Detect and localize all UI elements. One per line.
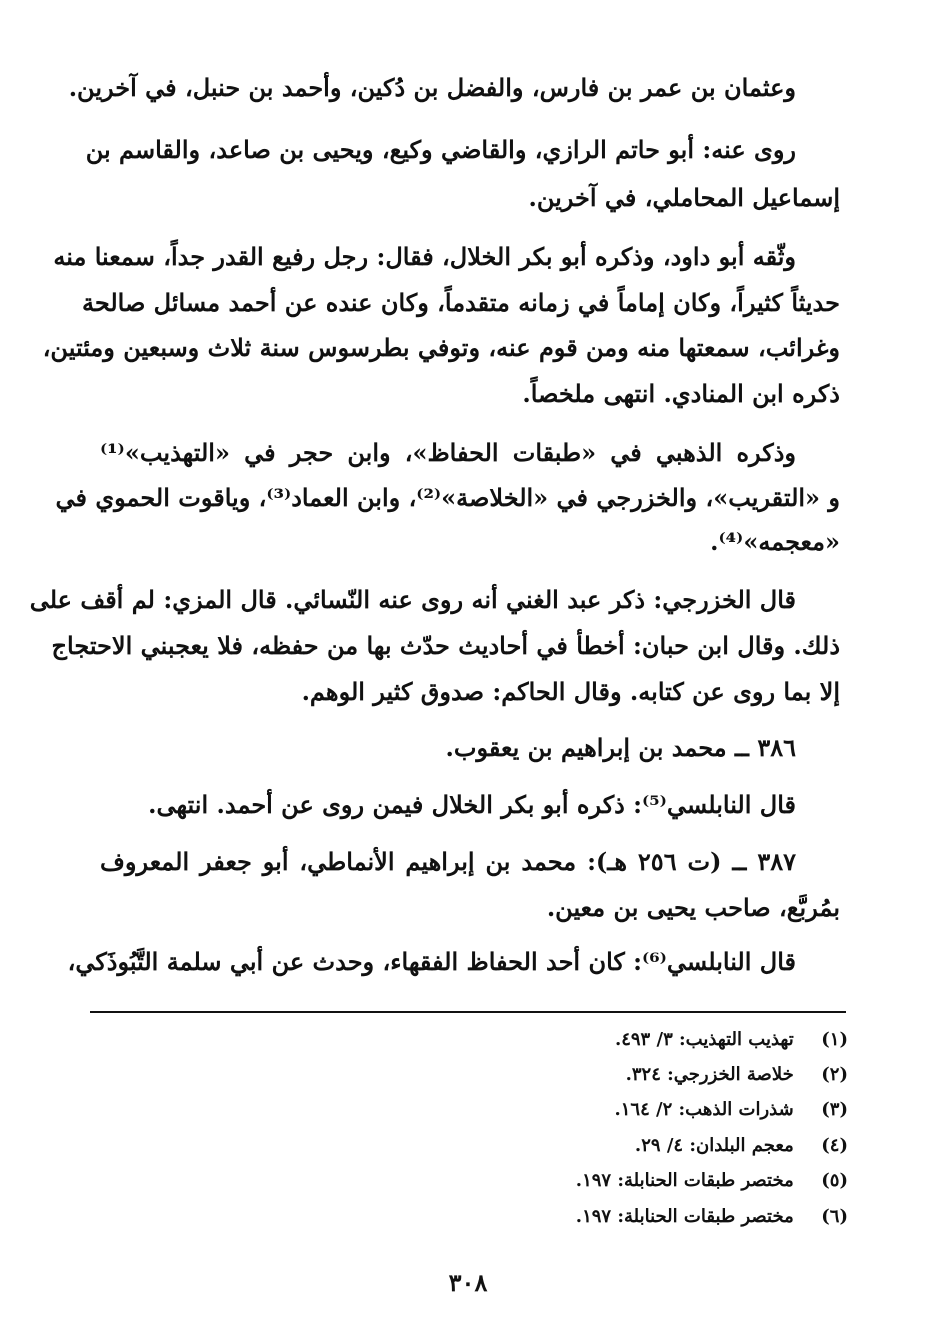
text-line-9: و «التقريب»، والخزرجي في «الخلاصة»⁽²⁾، وابن العماد⁽³⁾، وياقوت الحموي في — [55, 483, 840, 512]
text-line-13: إلا بما روى عن كتابه. وقال الحاكم: صدوق كثير الوهم. — [301, 677, 840, 706]
footnote-text: مختصر طبقات الحنابلة: ١٩٧. — [575, 1170, 794, 1191]
footnote-number: (٤) — [821, 1135, 848, 1156]
footnote-4 — [428, 1131, 848, 1161]
footnote-1 — [428, 1025, 848, 1055]
page-number: ٣٠٨ — [448, 1268, 488, 1297]
footnote-5 — [428, 1166, 848, 1196]
footnote-6 — [428, 1202, 848, 1232]
text-line-11: قال الخزرجي: ذكر عبد الغني أنه روى عنه النّسائي. قال المزي: لم أقف على — [29, 585, 796, 614]
entry-387-heading: ٣٨٧ ــ (ت ٢٥٦ هـ): محمد بن إبراهيم الأنماطي، أبو جعفر المعروف — [100, 847, 797, 876]
footnote-text: خلاصة الخزرجي: ٣٢٤. — [625, 1064, 794, 1085]
text-line-10: «معجمه»⁽⁴⁾. — [710, 527, 840, 556]
footnote-number: (٦) — [821, 1206, 848, 1227]
text-line-12: ذلك. وقال ابن حبان: أخطأ في أحاديث حدّث بها من حفظه، فلا يعجبني الاحتجاج — [51, 631, 840, 660]
text-line-15: قال النابلسي⁽⁵⁾: ذكره أبو بكر الخلال فيمن روى عن أحمد. انتهى. — [148, 790, 796, 819]
text-line-8: وذكره الذهبي في «طبقات الحفاظ»، وابن حجر في «التهذيب»⁽¹⁾ — [100, 438, 796, 467]
text-line-4: وثّقه أبو داود، وذكره أبو بكر الخلال، فقال: رجل رفيع القدر جداً، سمعنا منه — [53, 242, 796, 271]
footnote-text: تهذيب التهذيب: ٣/ ٤٩٣. — [614, 1029, 794, 1050]
footnote-number: (٣) — [821, 1099, 848, 1120]
footnote-text: شذرات الذهب: ٢/ ١٦٤. — [614, 1099, 794, 1120]
entry-386-heading: ٣٨٦ ــ محمد بن إبراهيم بن يعقوب. — [445, 733, 796, 762]
footnote-text: معجم البلدان: ٤/ ٢٩. — [634, 1135, 794, 1156]
text-line-6: وغرائب، سمعتها منه ومن قوم عنه، وتوفي بطرسوس سنة ثلاث وسبعين ومئتين، — [42, 333, 840, 362]
footnote-number: (١) — [821, 1029, 848, 1050]
text-line-2: روى عنه: أبو حاتم الرازي، والقاضي وكيع، ويحيى بن صاعد، والقاسم بن — [85, 135, 796, 164]
text-line-3: إسماعيل المحاملي، في آخرين. — [528, 183, 840, 212]
footnote-divider — [90, 1011, 846, 1013]
footnote-number: (٥) — [821, 1170, 848, 1191]
footnote-3 — [428, 1095, 848, 1125]
text-line-17: بمُربَّع، صاحب يحيى بن معين. — [546, 893, 840, 922]
text-line-18: قال النابلسي⁽⁶⁾: كان أحد الحفاظ الفقهاء، وحدث عن أبي سلمة التَّبُوذَكي، — [67, 947, 796, 976]
text-line-5: حديثاً كثيراً، وكان إماماً في زمانه متقدماً، وكان عنده عن أحمد مسائل صالحة — [81, 288, 840, 317]
text-line-7: ذكره ابن المنادي. انتهى ملخصاً. — [522, 379, 840, 408]
text-line-1: وعثمان بن عمر بن فارس، والفضل بن دُكين، وأحمد بن حنبل، في آخرين. — [68, 73, 796, 102]
footnote-number: (٢) — [821, 1064, 848, 1085]
footnote-text: مختصر طبقات الحنابلة: ١٩٧. — [575, 1206, 794, 1227]
footnote-2 — [428, 1060, 848, 1090]
